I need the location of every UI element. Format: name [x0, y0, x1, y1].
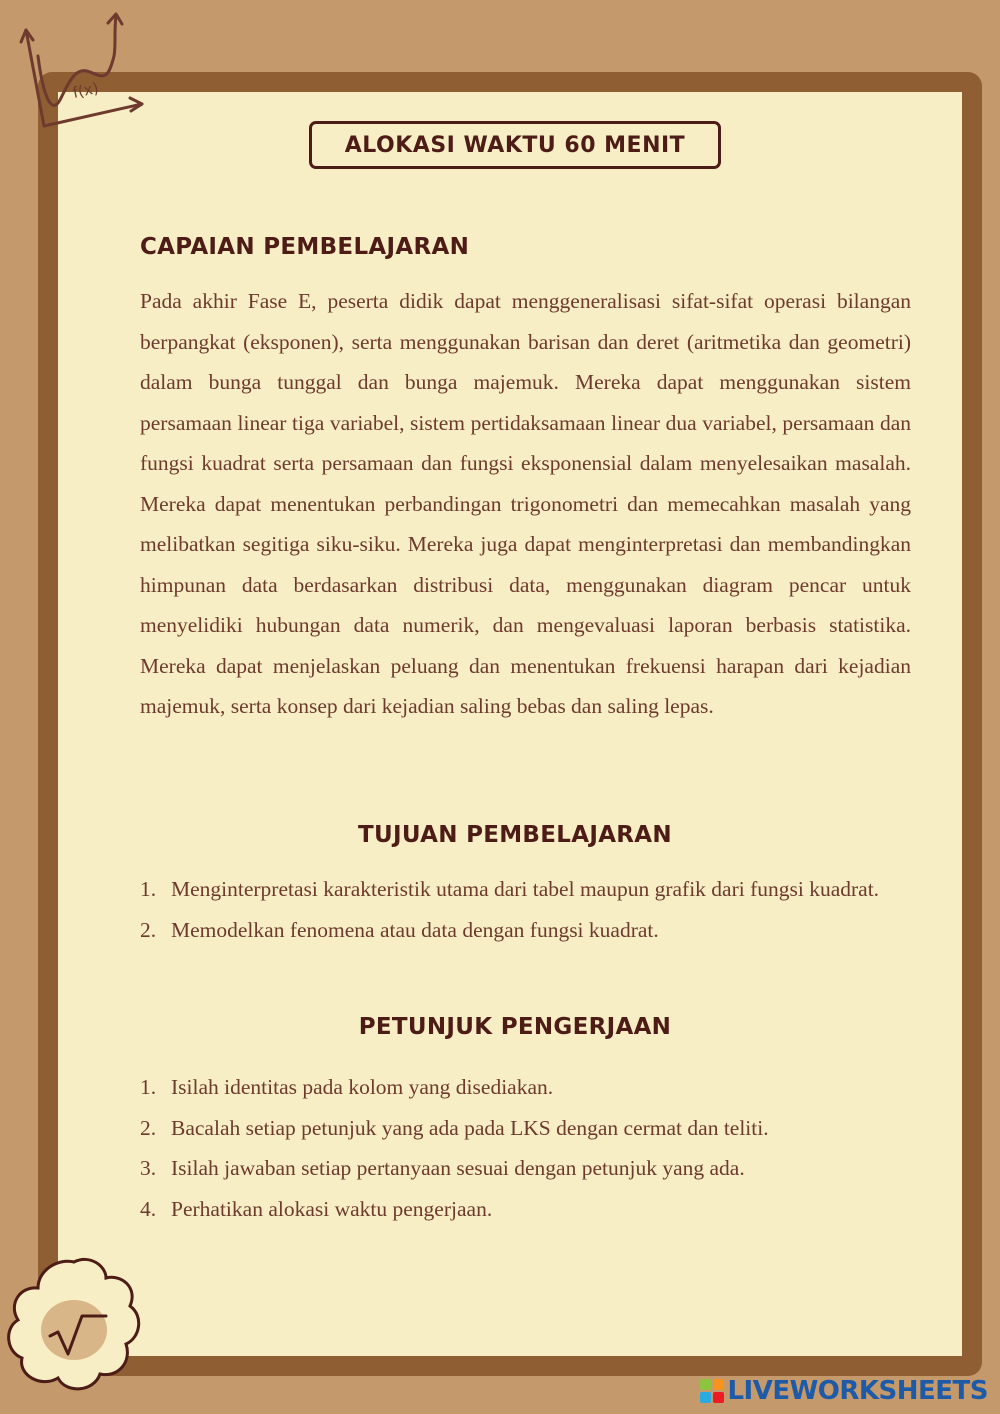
- petunjuk-heading: PETUNJUK PENGERJAAN: [358, 1014, 672, 1040]
- list-item-text: Menginterpretasi karakteristik utama dari tabel maupun grafik dari fungsi kuadrat.: [171, 877, 880, 901]
- list-item: [140, 1189, 911, 1230]
- list-item-number: 2.: [140, 1115, 157, 1140]
- liveworksheets-logo-icon: [700, 1379, 724, 1403]
- list-item-number: 2.: [140, 917, 157, 942]
- function-graph-icon: [12, 8, 152, 133]
- list-item-number: 1.: [140, 877, 157, 901]
- capaian-paragraph: Pada akhir Fase E, peserta didik dapat menggeneralisasi sifat-sifat operasi bilangan berpangkat (eksponen), serta menggunakan barisan dan deret (aritmetika dan geometri) dalam bunga tunggal dan bunga majemuk. Mereka dapat menggunakan sistem persamaan linear tiga variabel, sistem pertidaksamaan linear dua variabel, persamaan dan fungsi kuadrat serta persamaan dan fungsi eksponensial dalam menyelesaikan masalah. Mereka dapat menentukan perbandingan trigonometri dan memecahkan masalah yang melibatkan segitiga siku-siku. Mereka juga dapat menginterpretasi dan membandingkan himpunan data berdasarkan distribusi data, menggunakan diagram pencar untuk menyelidiki hubungan data numerik, dan mengevaluasi laporan berbasis statistika. Mereka dapat menjelaskan peluang dan menentukan frekuensi harapan dari kejadian majemuk, serta konsep dari kejadian saling bebas dan saling lepas.: [140, 289, 911, 718]
- list-item-text: Perhatikan alokasi waktu pengerjaan.: [171, 1196, 493, 1221]
- list-item-number: 3.: [140, 1156, 157, 1180]
- tujuan-list: [140, 869, 911, 950]
- list-item-number: 4.: [140, 1196, 157, 1221]
- time-allocation-box: ALOKASI WAKTU 60 MENIT: [309, 121, 721, 169]
- list-item: [140, 869, 911, 910]
- list-item-text: Bacalah setiap petunjuk yang ada pada LKS dengan cermat dan teliti.: [171, 1115, 769, 1140]
- brand-name: LIVEWORKSHEETS: [727, 1376, 988, 1406]
- square-root-badge-icon: [2, 1250, 147, 1395]
- fx-label: f(x): [71, 78, 101, 102]
- petunjuk-list: [140, 1067, 911, 1229]
- list-item-text: Isilah identitas pada kolom yang disediakan.: [171, 1075, 554, 1099]
- tujuan-heading: TUJUAN PEMBELAJARAN: [358, 822, 672, 848]
- list-item-text: Isilah jawaban setiap pertanyaan sesuai dengan petunjuk yang ada.: [171, 1156, 745, 1180]
- liveworksheets-brand[interactable]: [700, 1374, 988, 1408]
- capaian-heading: CAPAIAN PEMBELAJARAN: [140, 234, 470, 260]
- list-item: [140, 910, 911, 951]
- list-item-text: Memodelkan fenomena atau data dengan fungsi kuadrat.: [171, 917, 659, 942]
- list-item: [140, 1108, 911, 1149]
- list-item: [140, 1148, 911, 1189]
- list-item: [140, 1067, 911, 1108]
- list-item-number: 1.: [140, 1075, 157, 1099]
